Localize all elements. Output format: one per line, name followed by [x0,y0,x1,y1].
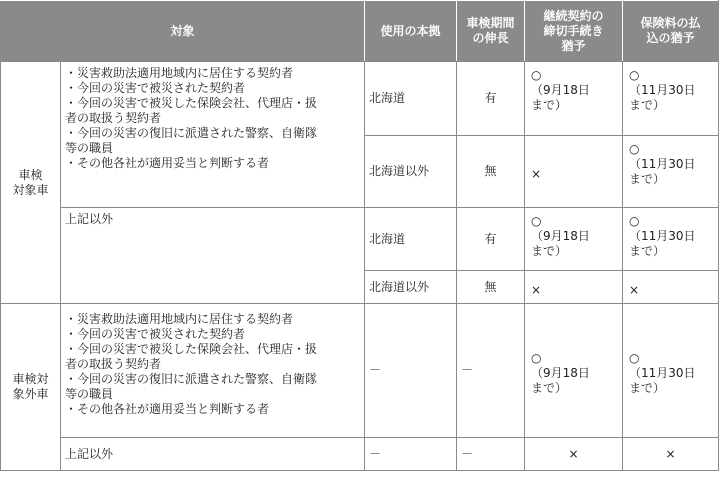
location-cell: 北海道 [365,62,457,136]
condition-item: ・今回の災害の復旧に派遣された警察、自衛隊 等の職員 [65,126,318,155]
header-premium-grace: 保険料の払 込の猶予 [623,1,719,62]
premium-cell: × [623,271,719,304]
premium-cell: ○ （11月30日 まで） [623,62,719,136]
extension-cell: 有 [457,62,525,136]
condition-item: ・災害救助法適用地域内に居住する契約者 [65,312,294,326]
location-cell: 北海道以外 [365,271,457,304]
condition-item: ・その他各社が適用妥当と判断する者 [65,156,270,170]
premium-cell: ○ （11月30日 まで） [623,136,719,208]
continuation-cell: ○ （9月18日 まで） [525,208,623,271]
table-row [1,304,719,438]
condition-item: ・今回の災害で被災した保険会社、代理店・扱 者の取扱う契約者 [65,342,318,371]
header-target: 対象 [1,1,365,62]
header-continuation-grace: 継続契約の 締切手続き 猶予 [525,1,623,62]
condition-item: ・今回の災害で被災された契約者 [65,81,246,95]
premium-cell: ○ （11月30日 まで） [623,304,719,438]
category-covered: 車検 対象車 [1,62,61,304]
extension-cell: － [457,438,525,471]
header-inspection-extension: 車検期間 の伸長 [457,1,525,62]
continuation-cell: × [525,271,623,304]
premium-cell: ○ （11月30日 まで） [623,208,719,271]
location-cell: 北海道以外 [365,136,457,208]
extension-cell: － [457,304,525,438]
header-vehicle-base: 使用の本拠 [365,1,457,62]
table-row [1,208,719,271]
extension-cell: 無 [457,271,525,304]
extension-cell: 有 [457,208,525,271]
continuation-cell: ○ （9月18日 まで） [525,62,623,136]
condition-item: ・今回の災害で被災された契約者 [65,327,246,341]
location-cell: － [365,304,457,438]
conditions-not-covered [61,304,365,438]
continuation-cell: ○ （9月18日 まで） [525,304,623,438]
table-row [1,438,719,471]
condition-item: ・今回の災害の復旧に派遣された警察、自衛隊 等の職員 [65,372,318,401]
premium-cell: × [623,438,719,471]
location-cell: 北海道 [365,208,457,271]
condition-other-not-covered: 上記以外 [61,438,365,471]
condition-item: ・その他各社が適用妥当と判断する者 [65,402,270,416]
continuation-cell: × [525,438,623,471]
location-cell: － [365,438,457,471]
table-row [1,62,719,136]
extension-cell: 無 [457,136,525,208]
continuation-cell: × [525,136,623,208]
header-row [1,1,719,62]
condition-item: ・今回の災害で被災した保険会社、代理店・扱 者の取扱う契約者 [65,96,318,125]
conditions-covered [61,62,365,208]
category-not-covered: 車検対 象外車 [1,304,61,471]
condition-other-covered: 上記以外 [61,208,365,304]
condition-item: ・災害救助法適用地域内に居住する契約者 [65,66,294,80]
